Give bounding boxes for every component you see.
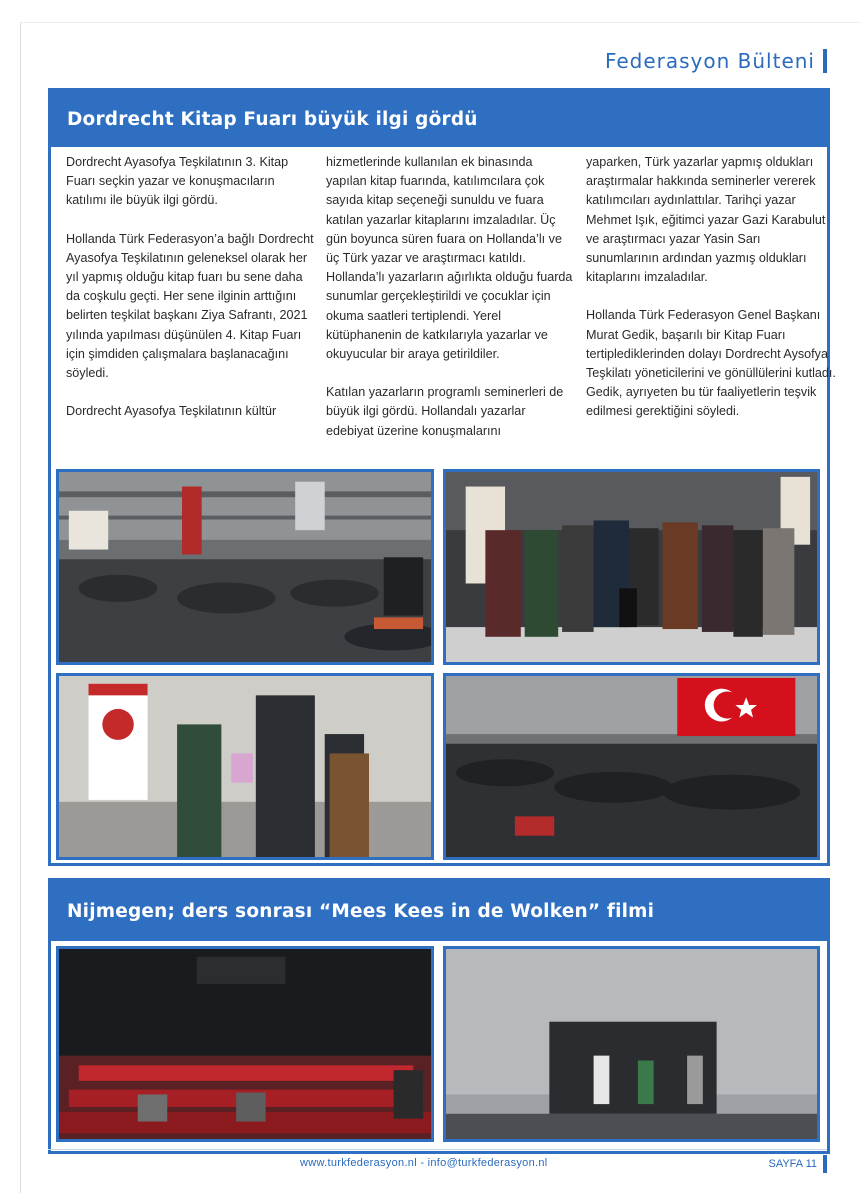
article-body (51, 153, 842, 453)
article-headline: Nijmegen; ders sonrası “Mees Kees in de Wolken” filmi (67, 900, 655, 922)
article-headline-bar (51, 91, 827, 147)
article-column-1 (66, 153, 316, 453)
bulletin-title: Federasyon Bülteni (604, 49, 815, 73)
photo-group-authors (443, 469, 820, 665)
article-headline-bar (51, 881, 827, 941)
page-number-accent-bar (823, 1155, 827, 1173)
paragraph: Hollanda Türk Federasyon Genel Başkanı Murat Gedik, başarılı bir Kitap Fuarı tertiplediklerinden dolayı Dordrecht Aysofya Teşkilatı yöneticilerini ve gönüllülerini kutladı. Gedik, ayrıyeten bu tür faaliyetlerin teşvik edilmesi gerektiğini söyledi. (586, 308, 836, 419)
bulletin-accent-bar (823, 49, 827, 73)
footer (0, 1157, 867, 1177)
paragraph: yaparken, Türk yazarlar yapmış oldukları araştırmalar hakkında seminerler vererek katılımcıları aydınlattılar. Tarihçi yazar Mehmet Işık, eğitimci yazar Gazi Karabulut ve araştırmacı yazar Yasin Sarı sunumlarının ardından yazmış oldukları kitaplarını imzaladılar. (586, 155, 826, 285)
photo-cinema-seats (56, 946, 434, 1142)
page-number-label: SAYFA 11 (768, 1158, 817, 1170)
photo-children-group (443, 946, 820, 1142)
bulletin-header (605, 48, 827, 74)
article-column-2 (326, 153, 576, 453)
photo-fair-hall (56, 469, 434, 665)
article-column-3 (586, 153, 836, 453)
photo-gift-presentation (56, 673, 434, 860)
paragraph: hizmetlerinde kullanılan ek binasında yapılan kitap fuarında, katılımcılara çok sayıda kitap seçeneği sunuldu ve fuara katılan yazarlar kitaplarını imzaladılar. Üç gün boyunca süren fuara on Hollanda’lı ve üç Türk yazar ve araştırmacı katıldı. Hollanda’lı yazarların ağırlıkta olduğu fuarda sunumlar gerçekleştirildi ve çocuklar için okuma saatleri tertiplendi. Yerel kütüphanenin de katkılarıyla yazarlar ve okuyucular bir araya getirildiler. (326, 155, 573, 362)
paragraph: Hollanda Türk Federasyon’a bağlı Dordrecht Ayasofya Teşkilatının geleneksel olarak her yıl yapmış olduğu kitap fuarı bu sene daha da coşkulu geçti. Her sene ilginin arttığını belirten teşkilat başkanı Ziya Safrantı, 2021 yılında yapılması düşünülen 4. Kitap Fuarı için şimdiden çalışmalara başlanacağını söyledi. (66, 231, 314, 381)
photo-audience (443, 673, 820, 860)
paragraph: Katılan yazarların programlı seminerleri de büyük ilgi gördü. Hollandalı yazarlar edebiyat üzerine konuşmalarını (326, 385, 564, 438)
article-headline: Dordrecht Kitap Fuarı büyük ilgi gördü (67, 108, 478, 130)
paragraph: Dordrecht Ayasofya Teşkilatının 3. Kitap Fuarı seçkin yazar ve konuşmacıların katılımı ile büyük ilgi gördü. (66, 155, 289, 208)
footer-rule (48, 1149, 827, 1150)
page-number (768, 1155, 827, 1173)
paragraph: Dordrecht Ayasofya Teşkilatının kültür (66, 404, 277, 419)
footer-links[interactable]: www.turkfederasyon.nl - info@turkfederasyon.nl (300, 1157, 548, 1169)
